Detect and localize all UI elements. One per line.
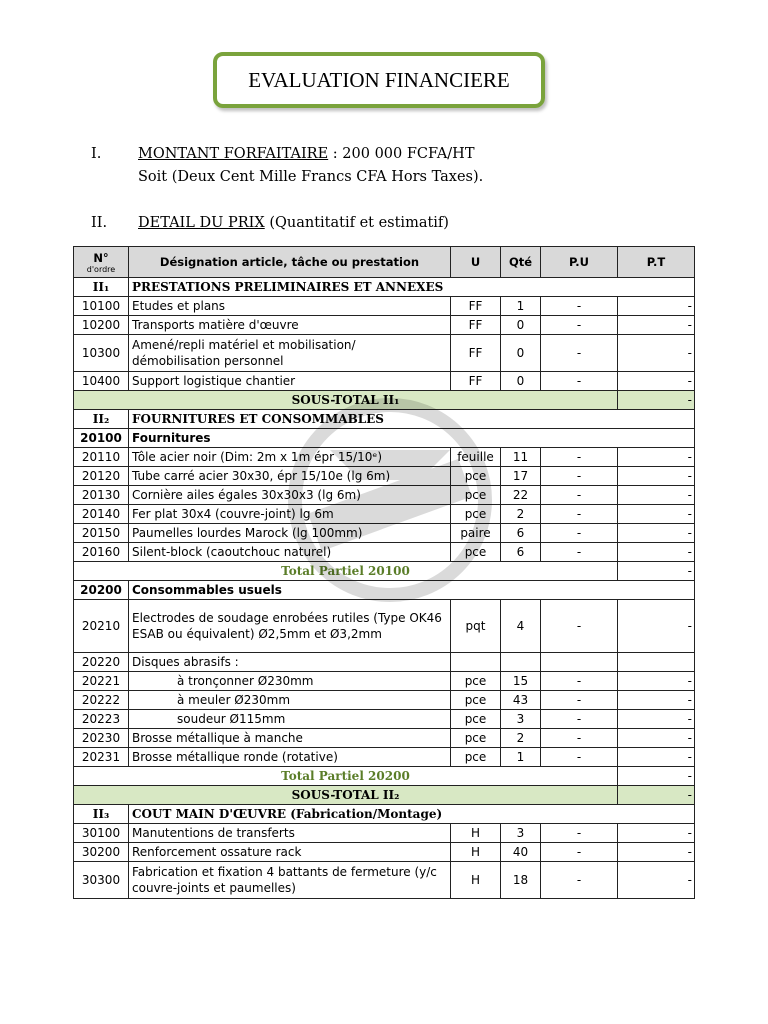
row-total-price: - (618, 448, 695, 467)
row-code: 20150 (74, 524, 129, 543)
row-code: 10200 (74, 316, 129, 335)
row-designation: Renforcement ossature rack (129, 843, 451, 862)
row-qty: 2 (501, 505, 541, 524)
table-row (74, 505, 695, 524)
row-code: 20231 (74, 748, 129, 767)
header-qty: Qté (501, 247, 541, 278)
row-unit (451, 653, 501, 672)
row-code: 20110 (74, 448, 129, 467)
row-code: 20120 (74, 467, 129, 486)
row-code: 20160 (74, 543, 129, 562)
section-number: I. (91, 146, 102, 162)
group-row (74, 581, 695, 600)
row-unit-price (541, 653, 618, 672)
table-row (74, 672, 695, 691)
row-designation: Cornière ailes égales 30x30x3 (lg 6m) (129, 486, 451, 505)
row-unit-price: - (541, 672, 618, 691)
table-row (74, 297, 695, 316)
row-total-price: - (618, 524, 695, 543)
row-total-price: - (618, 824, 695, 843)
row-code: II₃ (74, 805, 129, 824)
table-row (74, 824, 695, 843)
row-code: 10300 (74, 335, 129, 372)
row-code: 30300 (74, 862, 129, 899)
row-unit: pce (451, 467, 501, 486)
header-unit-price: P.U (541, 247, 618, 278)
row-unit: pce (451, 543, 501, 562)
row-total-price: - (618, 691, 695, 710)
row-total-price: - (618, 748, 695, 767)
montant-label: MONTANT FORFAITAIRE (138, 146, 329, 162)
table-row (74, 524, 695, 543)
row-designation: soudeur Ø115mm (129, 710, 451, 729)
row-total-price: - (618, 486, 695, 505)
row-code: 20221 (74, 672, 129, 691)
row-code: 30100 (74, 824, 129, 843)
header-unit: U (451, 247, 501, 278)
title-box (213, 52, 545, 108)
row-designation: Amené/repli matériel et mobilisation/ démobilisation personnel (129, 335, 451, 372)
row-designation: Fer plat 30x4 (couvre-joint) lg 6m (129, 505, 451, 524)
row-total-price (618, 653, 695, 672)
row-unit-price: - (541, 862, 618, 899)
row-unit-price: - (541, 372, 618, 391)
section-label: FOURNITURES ET CONSOMMABLES (129, 410, 695, 429)
partial-total-value: - (618, 767, 695, 786)
row-designation: à tronçonner Ø230mm (129, 672, 451, 691)
row-unit: pce (451, 729, 501, 748)
row-unit-price: - (541, 843, 618, 862)
row-designation: Brosse métallique ronde (rotative) (129, 748, 451, 767)
section-row (74, 410, 695, 429)
row-designation: à meuler Ø230mm (129, 691, 451, 710)
row-unit: H (451, 843, 501, 862)
row-code: 20223 (74, 710, 129, 729)
subtotal-row (74, 391, 695, 410)
table-row (74, 486, 695, 505)
row-designation: Fabrication et fixation 4 battants de fermeture (y/c couvre-joints et paumelles) (129, 862, 451, 899)
row-designation: Electrodes de soudage enrobées rutiles (Type OK46 ESAB ou équivalent) Ø2,5mm et Ø3,2mm (129, 600, 451, 653)
row-designation: Etudes et plans (129, 297, 451, 316)
table-row (74, 710, 695, 729)
row-code: 20230 (74, 729, 129, 748)
row-total-price: - (618, 710, 695, 729)
row-designation: Brosse métallique à manche (129, 729, 451, 748)
row-qty: 3 (501, 824, 541, 843)
group-label: Consommables usuels (129, 581, 695, 600)
row-total-price: - (618, 467, 695, 486)
header-designation: Désignation article, tâche ou prestation (129, 247, 451, 278)
row-unit-price: - (541, 710, 618, 729)
row-code: 20130 (74, 486, 129, 505)
group-label: Fournitures (129, 429, 695, 448)
row-total-price: - (618, 600, 695, 653)
row-unit-price: - (541, 543, 618, 562)
row-code: 10400 (74, 372, 129, 391)
row-qty: 3 (501, 710, 541, 729)
table-row (74, 372, 695, 391)
table-header-row (74, 247, 695, 278)
row-qty: 6 (501, 524, 541, 543)
row-code: 20220 (74, 653, 129, 672)
row-unit: FF (451, 316, 501, 335)
row-qty: 18 (501, 862, 541, 899)
montant-words: Soit (Deux Cent Mille Francs CFA Hors Taxes). (138, 169, 484, 185)
row-total-price: - (618, 505, 695, 524)
section-row (74, 278, 695, 297)
row-unit: pce (451, 710, 501, 729)
row-unit-price: - (541, 600, 618, 653)
table-row (74, 543, 695, 562)
row-qty: 0 (501, 372, 541, 391)
partial-total-row (74, 767, 695, 786)
row-qty: 15 (501, 672, 541, 691)
table-row (74, 729, 695, 748)
partial-total-label: Total Partiel 20200 (74, 767, 618, 786)
row-unit-price: - (541, 824, 618, 843)
row-designation: Disques abrasifs : (129, 653, 451, 672)
row-designation: Tôle acier noir (Dim: 2m x 1m épr 15/10ᵉ) (129, 448, 451, 467)
row-code: 20222 (74, 691, 129, 710)
row-total-price: - (618, 372, 695, 391)
partial-total-row (74, 562, 695, 581)
partial-total-label: Total Partiel 20100 (74, 562, 618, 581)
row-qty: 22 (501, 486, 541, 505)
header-num: N° d'ordre (74, 247, 129, 278)
section-label: COUT MAIN D'ŒUVRE (Fabrication/Montage) (129, 805, 695, 824)
row-unit-price: - (541, 467, 618, 486)
table-row (74, 448, 695, 467)
row-total-price: - (618, 316, 695, 335)
row-qty: 17 (501, 467, 541, 486)
row-unit-price: - (541, 335, 618, 372)
row-unit-price: - (541, 729, 618, 748)
row-qty: 2 (501, 729, 541, 748)
header-total-price: P.T (618, 247, 695, 278)
row-unit-price: - (541, 505, 618, 524)
montant-value: : 200 000 FCFA/HT (328, 146, 475, 162)
row-unit: pce (451, 505, 501, 524)
row-total-price: - (618, 729, 695, 748)
row-unit: H (451, 862, 501, 899)
row-code: 20100 (74, 429, 129, 448)
subtotal-value: - (618, 786, 695, 805)
row-total-price: - (618, 543, 695, 562)
row-code: 10100 (74, 297, 129, 316)
row-code: II₂ (74, 410, 129, 429)
row-code: 30200 (74, 843, 129, 862)
row-unit: pce (451, 486, 501, 505)
table-row (74, 600, 695, 653)
detail-label: DETAIL DU PRIX (138, 215, 265, 231)
table-row (74, 335, 695, 372)
table-row (74, 653, 695, 672)
section-row (74, 805, 695, 824)
row-unit: pqt (451, 600, 501, 653)
row-designation: Silent-block (caoutchouc naturel) (129, 543, 451, 562)
row-unit: pce (451, 748, 501, 767)
row-unit: FF (451, 297, 501, 316)
row-qty: 1 (501, 297, 541, 316)
section-label: PRESTATIONS PRELIMINAIRES ET ANNEXES (129, 278, 695, 297)
row-unit-price: - (541, 316, 618, 335)
row-unit-price: - (541, 748, 618, 767)
row-unit: pce (451, 672, 501, 691)
page-title: EVALUATION FINANCIERE (248, 67, 510, 92)
row-unit: paire (451, 524, 501, 543)
table-row (74, 843, 695, 862)
row-designation: Paumelles lourdes Marock (lg 100mm) (129, 524, 451, 543)
subtotal-label: SOUS-TOTAL II₁ (74, 391, 618, 410)
row-unit-price: - (541, 691, 618, 710)
row-unit: pce (451, 691, 501, 710)
row-unit: feuille (451, 448, 501, 467)
row-unit-price: - (541, 486, 618, 505)
row-total-price: - (618, 335, 695, 372)
row-qty: 4 (501, 600, 541, 653)
row-code: 20210 (74, 600, 129, 653)
row-unit: FF (451, 372, 501, 391)
row-unit: H (451, 824, 501, 843)
partial-total-value: - (618, 562, 695, 581)
row-designation: Support logistique chantier (129, 372, 451, 391)
row-code: 20140 (74, 505, 129, 524)
row-qty: 0 (501, 335, 541, 372)
row-unit-price: - (541, 448, 618, 467)
detail-rest: (Quantitatif et estimatif) (264, 215, 449, 231)
row-qty (501, 653, 541, 672)
subtotal-value: - (618, 391, 695, 410)
price-table (73, 246, 695, 899)
row-qty: 43 (501, 691, 541, 710)
row-qty: 0 (501, 316, 541, 335)
row-total-price: - (618, 843, 695, 862)
group-row (74, 429, 695, 448)
row-unit: FF (451, 335, 501, 372)
table-row (74, 467, 695, 486)
row-qty: 6 (501, 543, 541, 562)
row-total-price: - (618, 672, 695, 691)
row-code: 20200 (74, 581, 129, 600)
row-code: II₁ (74, 278, 129, 297)
row-unit-price: - (541, 524, 618, 543)
row-designation: Tube carré acier 30x30, épr 15/10e (lg 6m) (129, 467, 451, 486)
subtotal-label: SOUS-TOTAL II₂ (74, 786, 618, 805)
row-qty: 1 (501, 748, 541, 767)
row-designation: Manutentions de transferts (129, 824, 451, 843)
row-total-price: - (618, 862, 695, 899)
row-unit-price: - (541, 297, 618, 316)
subtotal-row (74, 786, 695, 805)
row-qty: 40 (501, 843, 541, 862)
row-qty: 11 (501, 448, 541, 467)
row-designation: Transports matière d'œuvre (129, 316, 451, 335)
table-row (74, 691, 695, 710)
row-total-price: - (618, 297, 695, 316)
table-row (74, 748, 695, 767)
section-number: II. (91, 215, 108, 231)
table-row (74, 316, 695, 335)
table-row (74, 862, 695, 899)
